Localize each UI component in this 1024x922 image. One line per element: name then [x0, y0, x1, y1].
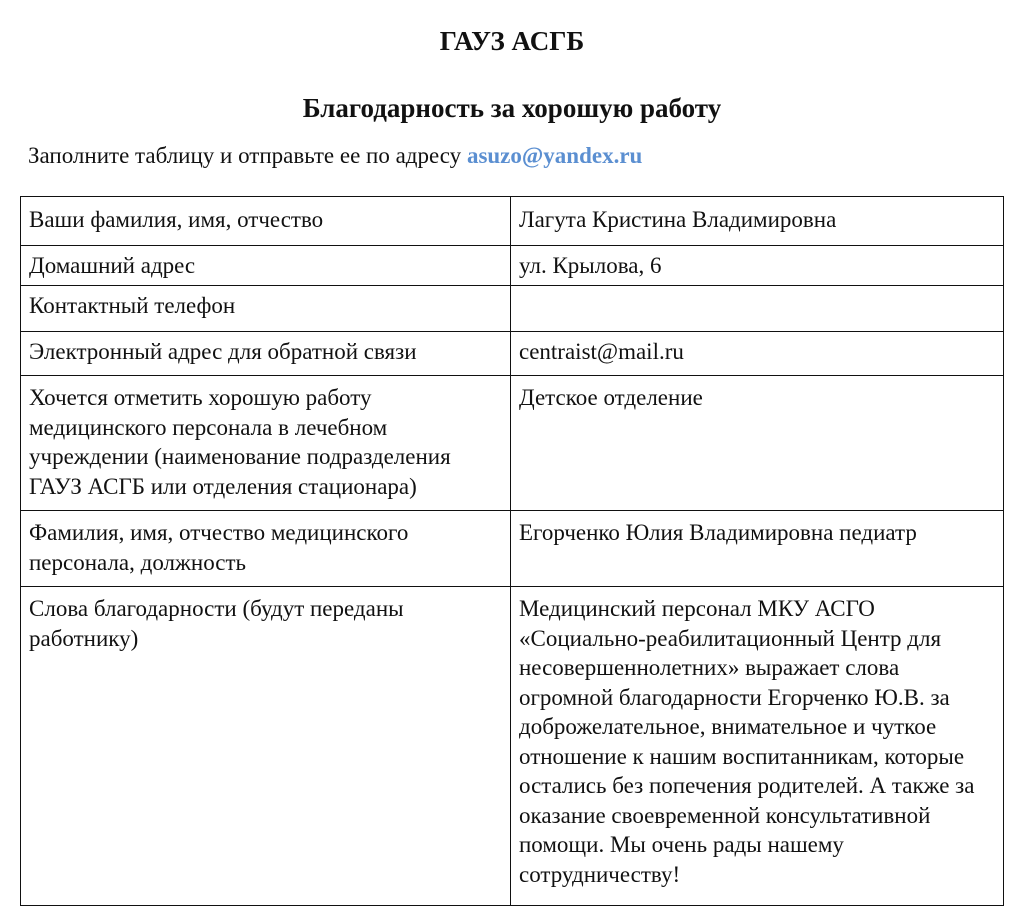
feedback-form-table	[20, 196, 1004, 906]
field-label-home-address: Домашний адрес	[21, 246, 511, 286]
field-value-full-name[interactable]: Лагута Кристина Владимировна	[511, 197, 1004, 246]
organization-title: ГАУЗ АСГБ	[439, 26, 585, 56]
instruction-text: Заполните таблицу и отправьте ее по адресу	[28, 143, 467, 168]
table-row	[21, 246, 1004, 286]
field-value-staff-name[interactable]: Егорченко Юлия Владимировна педиатр	[511, 511, 1004, 587]
table-row	[21, 332, 1004, 376]
field-value-gratitude-words[interactable]: Медицинский персонал МКУ АСГО «Социально-реабилитационный Центр для несовершеннолетних» выражает слова огромной благодарности Егорченко Ю.В. за доброжелательное, внимательное и чуткое отношение к нашим воспитанникам, которые остались без попечения родителей. А также за оказание своевременной консультативной помощи. Мы очень рады нашему сотрудничеству!	[511, 587, 1004, 906]
table-row	[21, 376, 1004, 511]
field-label-phone: Контактный телефон	[21, 286, 511, 332]
field-label-full-name: Ваши фамилия, имя, отчество	[21, 197, 511, 246]
field-value-feedback-email[interactable]: centraist@mail.ru	[511, 332, 1004, 376]
document-title: Благодарность за хорошую работу	[302, 93, 722, 123]
field-label-department: Хочется отметить хорошую работу медицинского персонала в лечебном учреждении (наименование подразделения ГАУЗ АСГБ или отделения стационара)	[21, 376, 511, 511]
field-label-feedback-email: Электронный адрес для обратной связи	[21, 332, 511, 376]
field-value-phone[interactable]	[511, 286, 1004, 332]
table-row	[21, 511, 1004, 587]
field-label-gratitude-words: Слова благодарности (будут переданы работнику)	[21, 587, 511, 906]
table-row	[21, 197, 1004, 246]
field-label-staff-name: Фамилия, имя, отчество медицинского персонала, должность	[21, 511, 511, 587]
table-row	[21, 286, 1004, 332]
table-row	[21, 587, 1004, 906]
instruction-line	[28, 141, 642, 171]
field-value-department[interactable]: Детское отделение	[511, 376, 1004, 511]
email-link[interactable]: asuzo@yandex.ru	[466, 143, 643, 168]
field-value-home-address[interactable]: ул. Крылова, 6	[511, 246, 1004, 286]
